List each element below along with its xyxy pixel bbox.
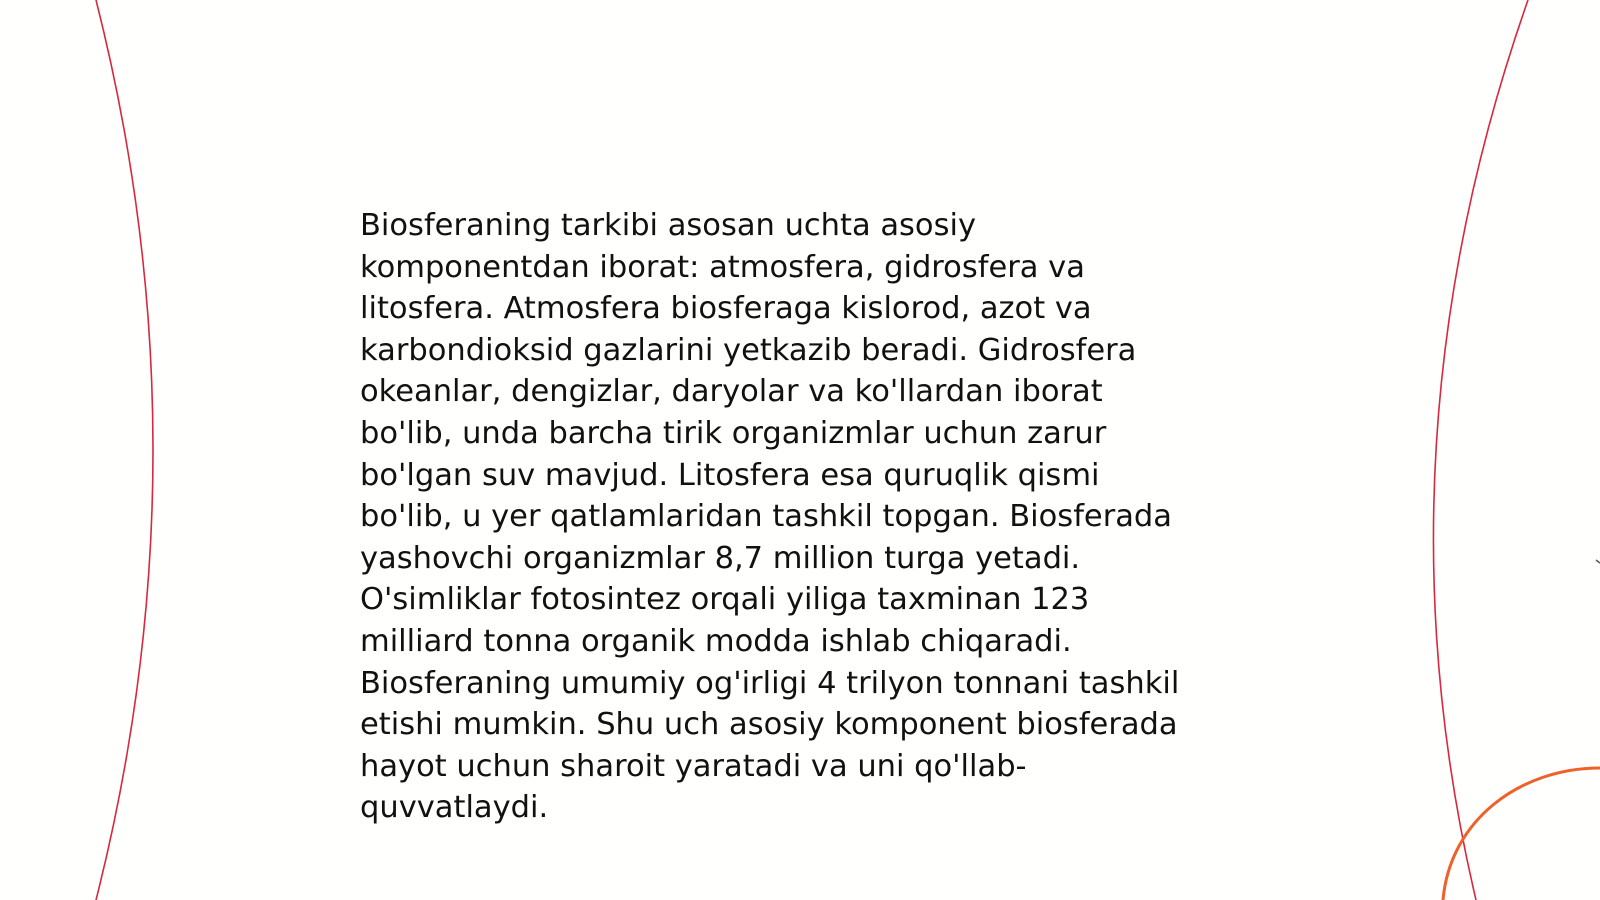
- slide-body-text: Biosferaning tarkibi asosan uchta asosiy komponentdan iborat: atmosfera, gidrosfera va litosfera. Atmosfera biosferaga kislorod, azot va karbondioksid gazlarini yetkazib beradi. Gidrosfera okeanlar, dengizlar, daryolar va ko'llardan iborat bo'lib, unda barcha tirik organizmlar uchun zarur bo'lgan suv mavjud. Litosfera esa quruqlik qismi bo'lib, u yer qatlamlaridan tashkil topgan. Biosferada yashovchi organizmlar 8,7 million turga yetadi. O'simliklar fotosintez orqali yiliga taxminan 123 milliard tonna organik modda ishlab chiqaradi. Biosferaning umumiy og'irligi 4 trilyon tonnani tashkil etishi mumkin. Shu uch asosiy komponent biosferada hayot uchun sharoit yaratadi va uni qo'llab- quvvatlaydi.: [360, 208, 1180, 826]
- edge-tick: [1596, 560, 1600, 563]
- accent-circle: [1443, 768, 1600, 900]
- right-arc-line: [1433, 0, 1528, 900]
- left-arc-line: [96, 0, 153, 900]
